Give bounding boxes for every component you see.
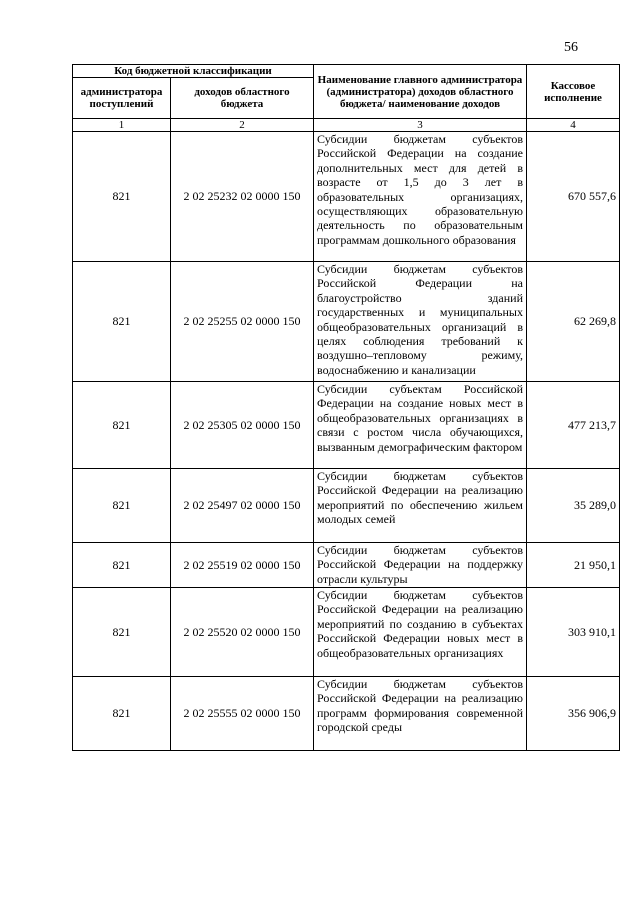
admin-code-cell: 821 bbox=[73, 588, 171, 677]
column-number: 1 bbox=[73, 119, 171, 132]
table-row bbox=[73, 543, 620, 588]
income-code-cell: 2 02 25520 02 0000 150 bbox=[171, 588, 314, 677]
income-name-cell: Субсидии бюджетам субъектов Российской Федерации на создание дополнительных мест для детей в возрасте от 1,5 до 3 лет в образовательных организациях, осуществляющих образовательную деятельность по образовательным программам дошкольного образования bbox=[314, 132, 527, 262]
admin-code-cell: 821 bbox=[73, 262, 171, 382]
admin-code-cell: 821 bbox=[73, 543, 171, 588]
table-row bbox=[73, 262, 620, 382]
column-number: 4 bbox=[527, 119, 620, 132]
income-code-cell: 2 02 25497 02 0000 150 bbox=[171, 469, 314, 543]
header-admin-code: администратора поступлений bbox=[73, 78, 171, 119]
budget-table bbox=[72, 64, 620, 751]
admin-code-cell: 821 bbox=[73, 382, 171, 469]
income-name-cell: Субсидии бюджетам субъектов Российской Федерации на реализацию мероприятий по обеспечению жильем молодых семей bbox=[314, 469, 527, 543]
amount-cell: 35 289,0 bbox=[527, 469, 620, 543]
income-code-cell: 2 02 25555 02 0000 150 bbox=[171, 677, 314, 751]
amount-cell: 21 950,1 bbox=[527, 543, 620, 588]
admin-code-cell: 821 bbox=[73, 469, 171, 543]
income-name-cell: Субсидии бюджетам субъектов Российской Федерации на поддержку отрасли культуры bbox=[314, 543, 527, 588]
admin-code-cell: 821 bbox=[73, 132, 171, 262]
table-row bbox=[73, 677, 620, 751]
income-name-cell: Субсидии субъектам Российской Федерации на создание новых мест в общеобразовательных организациях в связи с ростом числа обучающихся, вызванным демографическим фактором bbox=[314, 382, 527, 469]
income-code-cell: 2 02 25305 02 0000 150 bbox=[171, 382, 314, 469]
header-classification-code: Код бюджетной классификации bbox=[73, 65, 314, 78]
header-execution: Кассовое исполнение bbox=[527, 65, 620, 119]
amount-cell: 670 557,6 bbox=[527, 132, 620, 262]
amount-cell: 303 910,1 bbox=[527, 588, 620, 677]
amount-cell: 477 213,7 bbox=[527, 382, 620, 469]
header-income-code: доходов областного бюджета bbox=[171, 78, 314, 119]
header-income-name: Наименование главного администратора (администратора) доходов областного бюджета/ наименование доходов bbox=[314, 65, 527, 119]
table-row bbox=[73, 382, 620, 469]
amount-cell: 356 906,9 bbox=[527, 677, 620, 751]
admin-code-cell: 821 bbox=[73, 677, 171, 751]
income-name-cell: Субсидии бюджетам субъектов Российской Федерации на реализацию мероприятий по созданию в субъектах Российской Федерации новых мест в общеобразовательных организациях bbox=[314, 588, 527, 677]
income-name-cell: Субсидии бюджетам субъектов Российской Федерации на благоустройство зданий государственных и муниципальных общеобразовательных организаций в целях соблюдения требований к воздушно–тепловому режиму, водоснабжению и канализации bbox=[314, 262, 527, 382]
income-code-cell: 2 02 25519 02 0000 150 bbox=[171, 543, 314, 588]
page-number: 56 bbox=[564, 40, 578, 55]
table-row bbox=[73, 132, 620, 262]
table-row bbox=[73, 588, 620, 677]
income-name-cell: Субсидии бюджетам субъектов Российской Федерации на реализацию программ формирования современной городской среды bbox=[314, 677, 527, 751]
column-number: 3 bbox=[314, 119, 527, 132]
income-code-cell: 2 02 25255 02 0000 150 bbox=[171, 262, 314, 382]
table-row bbox=[73, 469, 620, 543]
column-number: 2 bbox=[171, 119, 314, 132]
amount-cell: 62 269,8 bbox=[527, 262, 620, 382]
income-code-cell: 2 02 25232 02 0000 150 bbox=[171, 132, 314, 262]
